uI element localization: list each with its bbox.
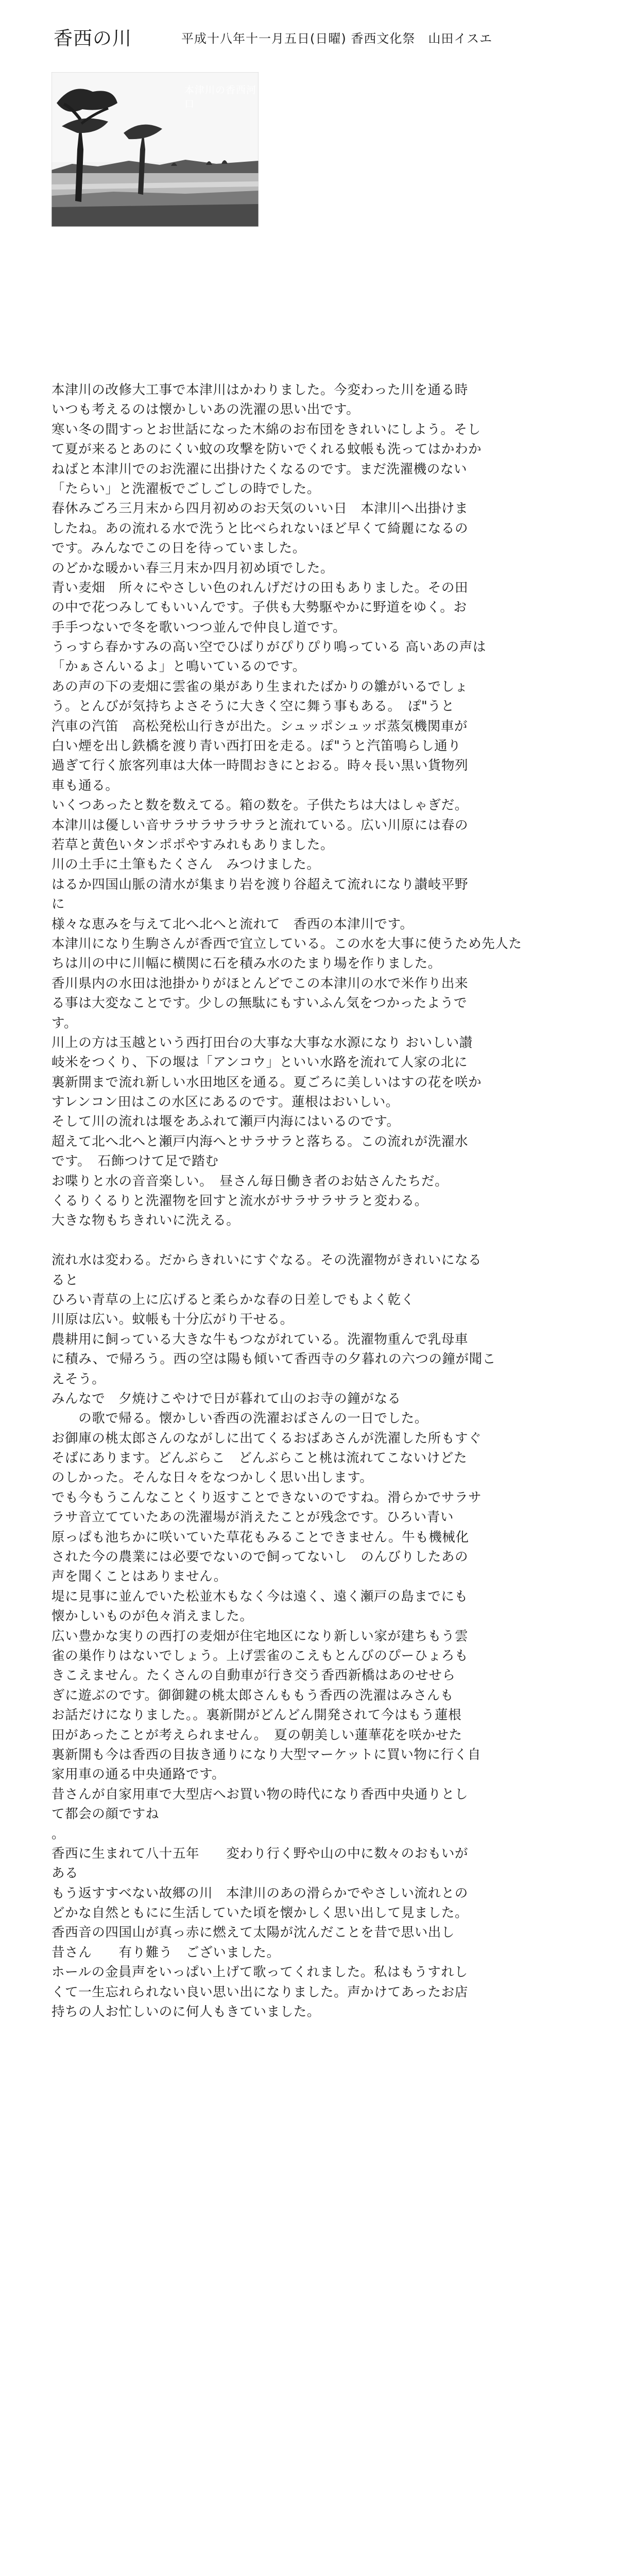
body-line: 広い豊かな実りの西打の麦畑が住宅地区になり新しい家が建ちもう雲 [52, 1628, 469, 1644]
page-title: 香西の川 [54, 27, 132, 49]
body-line: ひろい青草の上に広げると柔らかな春の日差しでもよく乾く [52, 1292, 415, 1308]
body-line: です。 石飾つけて足で踏む [52, 1154, 219, 1170]
body-line: の歌で帰る。懐かしい香西の洗濯おばさんの一日でした。 [52, 1411, 428, 1427]
body-line: 昔さんが自家用車で大型店へお買い物の時代になり香西中央通りとし [52, 1786, 469, 1802]
body-line: 流れ水は変わる。だからきれいにすぐなる。その洗濯物がきれいになる [52, 1252, 482, 1268]
body-line: 香西に生まれて八十五年 変わり行く野や山の中に数々のおもいが [52, 1845, 469, 1861]
body-line: いくつあったと数を数えてる。箱の数を。子供たちは大はしゃぎだ。 [52, 798, 468, 814]
body-line: 様々な恵みを与えて北へ北へと流れて 香西の本津川です。 [52, 916, 414, 932]
body-line: 原っぱも池ちかに咲いていた草花もみることできません。牛も機械化 [52, 1529, 469, 1545]
body-line: 。 [52, 1826, 65, 1842]
body-line: 田があったことが考えられません。 夏の朝美しい蓮華花を咲かせた [52, 1727, 462, 1743]
body-line: 農耕用に飼っている大きな牛もつながれている。洗濯物重んで乳母車 [52, 1331, 469, 1347]
body-line: 本津川になり生駒さんが香西で宜立している。この水を大事に使うため先人た [52, 936, 522, 952]
body-line: 川の土手に土筆もたくさん みつけました。 [52, 857, 320, 873]
body-line: 青い麦畑 所々にやさしい色のれんげだけの田もありました。その田 [52, 580, 469, 596]
author-byline: 平成十八年十一月五日(日曜) 香西文化祭 山田イスエ [181, 31, 493, 46]
body-line: 超えて北へ北へと瀬戸内海へとサラサラと落ちる。この流れが洗濯水 [52, 1133, 469, 1149]
body-line: 声を聞くことはありません。 [52, 1569, 227, 1585]
body-line: くて一生忘れられない良い思い出になりました。声かけてあったお店 [52, 1984, 468, 2000]
photo-caption: 本津川の香西河口 [184, 84, 257, 110]
body-line: いつも考えるのは懐かしいあの洗濯の思い出です。 [52, 402, 360, 418]
body-line: ぎに遊ぶのです。御御鍵の桃太郎さんももう香西の洗濯はみさんも [52, 1687, 454, 1703]
body-line: された今の農業には必要でないので飼ってないし のんびりしたあの [52, 1549, 469, 1565]
body-line: 汽車の汽笛 高松発松山行きが出た。シュッポシュッポ蒸気機関車が [52, 718, 468, 734]
body-line: に [52, 896, 65, 912]
body-line: そして川の流れは堰をあふれて瀬戸内海にはいるのです。 [52, 1114, 400, 1130]
essay-body [52, 380, 572, 2022]
body-line: す。 [52, 1015, 78, 1031]
body-line: 手手つないで冬を歌いつつ並んで仲良し道です。 [52, 619, 347, 635]
body-line: お喋りと水の音音楽しい。 昼さん毎日働き者のお姑さんたちだ。 [52, 1173, 449, 1189]
body-line: 川上の方は玉越という西打田台の大事な大事な水源になり おいしい讃 [52, 1035, 473, 1050]
body-line: 若草と黄色いタンポポやすみれもありました。 [52, 837, 334, 853]
body-line: きこえません。たくさんの自動車が行き交う香西新橋はあのせせら [52, 1668, 456, 1684]
body-line: 白い煙を出し鉄橋を渡り青い西打田を走る。ぽ"うと汽笛鳴らし通り [52, 738, 461, 754]
body-line: お話だけになりました。。裏新開がどんどん開発されて今はもう蓮根 [52, 1707, 462, 1723]
body-line: る事は大変なことです。少しの無駄にもすいふん気をつかったようで [52, 995, 468, 1011]
body-line: です。みんなでこの日を待っていました。 [52, 540, 306, 556]
body-line: て夏が来るとあのにくい蚊の攻撃を防いでくれる蚊帳も洗ってはかわか [52, 442, 482, 457]
body-line: 昔さん 有り難う ございました。 [52, 1944, 280, 1960]
body-line: ちは川の中に川幅に横関に石を積み水のたまり場を作りました。 [52, 956, 441, 972]
body-line: お御庫の桃太郎さんのながしに出てくるおばあさんが洗濯した所もすぐ [52, 1430, 482, 1446]
body-line: ねばと本津川でのお洗濯に出掛けたくなるのです。まだ洗濯機のない [52, 461, 468, 477]
body-line: て都会の顔ですね [52, 1806, 159, 1822]
body-line: あの声の下の麦畑に雲雀の巣があり生まれたばかりの雛がいるでしょ [52, 679, 468, 694]
river-photo [52, 72, 259, 227]
body-line: 香川県内の水田は池掛かりがほとんどでこの本津川の水で米作り出来 [52, 975, 469, 991]
body-line: のどかな暖かい春三月末か四月初め頃でした。 [52, 560, 334, 576]
body-line: 過ぎて行く旅客列車は大体一時間おきにとおる。時々長い黒い貨物列 [52, 758, 469, 774]
body-line: 香西音の四国山が真っ赤に燃えて太陽が沈んだことを昔で思い出し [52, 1925, 455, 1941]
body-line: うっすら春かすみの高い空でひばりがぴりぴり鳴っている 高いあの声は [52, 639, 486, 655]
body-line: もう返すすべない故郷の川 本津川のあの滑らかでやさしい流れとの [52, 1885, 468, 1901]
body-line: 裏新開も今は香西の目抜き通りになり大型マーケットに買い物に行く自 [52, 1747, 481, 1762]
body-line: ると [52, 1272, 79, 1288]
body-line: えそう。 [52, 1371, 106, 1387]
body-line: 家用車の通る中央通路です。 [52, 1767, 226, 1783]
body-line: 雀の巣作りはないでしょう。上げ雲雀のこえもとんびのぴーひょろも [52, 1648, 469, 1664]
body-line: ホールの金員声をいっぱい上げて歌ってくれました。私はもうすれし [52, 1964, 468, 1980]
body-line [52, 1231, 572, 1250]
body-line: 裏新開まで流れ新しい水田地区を通る。夏ごろに美しいはすの花を咲か [52, 1074, 482, 1090]
body-line: 持ちの人お忙しいのに何人もきていました。 [52, 2004, 321, 2020]
body-line: う。とんびが気持ちよさそうに大きく空に舞う事もある。 ぽ"うと [52, 699, 455, 715]
body-line: 寒い冬の間すっとお世話になった木綿のお布団をきれいにしよう。そし [52, 421, 481, 437]
body-line: でも今もうこんなことくり返すことできないのですね。滑らかでサラサ [52, 1489, 482, 1505]
body-line: 本津川は優しい音サラサラサラサラと流れている。広い川原には春の [52, 817, 469, 833]
body-line: 春休みごろ三月末から四月初めのお天気のいい日 本津川へ出掛けま [52, 501, 469, 517]
body-line: そばにあります。どんぶらこ どんぶらこと桃は流れてこないけどた [52, 1450, 468, 1466]
body-line: どかな自然ともにに生活していた頃を懐かしく思い出して見ました。 [52, 1905, 469, 1921]
body-line: くるりくるりと洗濯物を回すと流水がサラサラサラと変わる。 [52, 1193, 428, 1209]
body-line: 岐米をつくり、下の堰は「アンコウ」といい水路を流れて人家の北に [52, 1055, 468, 1071]
body-line: の中で花つみしてもいいんです。子供も大勢駆やかに野道をゆく。お [52, 600, 467, 616]
body-line: 堤に見事に並んでいた松並木もなく今は遠く、遠く瀬戸の島までにも [52, 1588, 468, 1604]
body-line: に積み、で帰ろう。西の空は陽も傾いて香西寺の夕暮れの六つの鐘が聞こ [52, 1351, 496, 1367]
body-line: 川原は広い。蚊帳も十分広がり干せる。 [52, 1312, 294, 1328]
body-line: みんなで 夕焼けこやけで日が暮れて山のお寺の鐘がなる [52, 1391, 401, 1406]
body-line: のしかった。そんな日々をなつかしく思い出します。 [52, 1470, 373, 1486]
body-line: 懐かしいものが色々消えました。 [52, 1608, 253, 1624]
body-line: ラサ音立てていたあの洗濯場が消えたことが残念です。ひろい青い [52, 1510, 454, 1526]
body-line: 車も通る。 [52, 777, 119, 793]
body-line: すレンコン田はこの水区にあるのです。蓮根はおいしい。 [52, 1094, 399, 1110]
body-line: 本津川の改修大工事で本津川はかわりました。今変わった川を通る時 [52, 382, 468, 398]
body-line: したね。あの流れる水で洗うと比べられないほど早くて綺麗になるの [52, 520, 469, 536]
body-line: 「たらい」と洗濯板でごしごしの時でした。 [52, 481, 321, 497]
body-line: 大きな物もちきれいに洗える。 [52, 1213, 240, 1229]
body-line: ある [52, 1866, 79, 1882]
body-line: 「かぁさんいるよ」と鳴いているのです。 [52, 659, 306, 675]
body-line: はるか四国山脈の清水が集まり岩を渡り谷超えて流れになり讃岐平野 [52, 876, 469, 892]
